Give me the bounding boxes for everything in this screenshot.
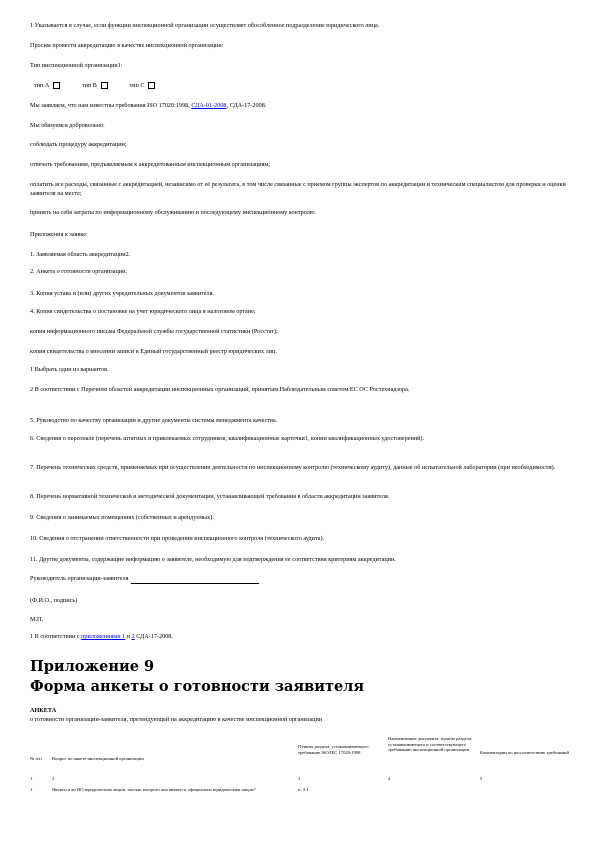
row-1-number: 1	[30, 787, 33, 792]
org-type-options	[34, 82, 175, 89]
attachment-7: 7. Перечень технических средств, применяемых при осуществлении деятельности по инспекционному контролю (техническому аудиту), данные об испытательной лаборатории (при необходимости).	[30, 464, 556, 471]
obligation-1: соблюдать процедуру аккредитации;	[30, 141, 127, 148]
attachment-11: 11. Другие документы, содержащие информацию о заявителе, необходимую для подтверждения ее соответствия критериям аккредитации.	[30, 556, 396, 563]
row-1-question: Является ли ИО юридическим лицом, частью которого она является, официально юридическим лицом?	[52, 787, 256, 792]
type-b-checkbox[interactable]	[101, 82, 108, 89]
type-a-label: тип А	[34, 82, 50, 89]
requirements-text: Мы заявляем, что нам известны требования ISO 17020:1998,	[30, 102, 192, 109]
type-a-checkbox[interactable]	[53, 82, 60, 89]
footnote-appendix	[30, 633, 570, 642]
row-1-clause: п. 3.1	[298, 787, 309, 792]
attachment-10: 10. Сведения о отстранении ответственности при проведении инспекционного контроля (технического аудита).	[30, 535, 325, 542]
appendix-heading: Приложение 9	[30, 658, 155, 675]
appendix-2-link[interactable]: 2	[131, 633, 135, 640]
anketa-subtitle: о готовности организации-заявителя, претендующей на аккредитацию в качестве инспекционной организации	[30, 716, 323, 723]
col-header-comments: Комментарии по несоответствию требований	[480, 750, 569, 755]
type-b-option[interactable]	[82, 82, 110, 89]
attachment-4: 4. Копия свидетельства о постановке на учет юридического лица в налоговом органе;	[30, 308, 256, 315]
form-heading: Форма анкеты о готовности заявителя	[30, 678, 365, 695]
type-a-option[interactable]	[34, 82, 62, 89]
sda-01-2008-link[interactable]: СДА-01-2008	[191, 102, 227, 109]
footnote-1: 1 Указывается в случае, если функции инспекционной организации осуществляет обособленное подразделение юридического лица.	[30, 22, 380, 29]
anketa-title: АНКЕТА	[30, 707, 57, 714]
type-b-label: тип В	[81, 82, 97, 89]
col-number-5: 5	[480, 776, 483, 781]
attachment-6: 6. Сведения о персонале (перечень штатных и привлекаемых сотрудников, квалификационные карточки1, копии квалификационных удостоверений).	[30, 435, 425, 442]
footnote-appendix-and: и	[125, 633, 132, 640]
obligation-intro: Мы обязуемся добровольно:	[30, 122, 105, 129]
col-header-number: № п/п	[30, 756, 42, 761]
footnote-2: 2 В соответствии с Перечнем областей аккредитации инспекционных организаций, принятым Наблюдательным советом ЕС ОС Ростехнадзора.	[30, 386, 410, 393]
attachment-4-egrul: копия свидетельства о внесении записи в Единый государственный реестр юридических лиц.	[30, 348, 277, 355]
stamp-place: М.П.	[30, 616, 44, 623]
footnote-appendix-tail: СДА-17-2008.	[134, 633, 173, 640]
attachment-9: 9. Сведения о занимаемых помещениях (собственных и арендуемых).	[30, 514, 214, 521]
signature-caption: (Ф.И.О., подпись)	[30, 597, 78, 604]
attachment-1: 1. Заявляемая область аккредитации2.	[30, 251, 131, 258]
col-header-document: Наименование документа, пункты раздела, устанавливающего и соответствующего требованию инспекционной организации	[388, 736, 473, 753]
attachments-heading: Приложения к заявке:	[30, 231, 88, 238]
signature-row	[30, 575, 570, 584]
col-number-2: 2	[52, 776, 55, 781]
footnote-appendix-text: 1 В соответствии с	[30, 633, 82, 640]
obligation-2: отвечать требованиям, предъявляемым к аккредитованным инспекционным организациям;	[30, 161, 271, 168]
appendix-1-link[interactable]: приложениями 1	[81, 633, 126, 640]
signature-label: Руководитель организации-заявителя	[30, 575, 129, 582]
type-c-checkbox[interactable]	[148, 82, 155, 89]
signature-line[interactable]	[131, 577, 259, 584]
type-c-label: тип С	[129, 82, 145, 89]
col-number-1: 1	[30, 776, 33, 781]
obligation-3: оплатить все расходы, связанные с аккредитацией, независимо от её результата, в том числе связанные с приемом группы экспертов по аккредитации и техническим специалистом для проверки и оценки заявителя на месте;	[30, 181, 566, 197]
requirements-tail: , СДА-17-2008.	[226, 102, 267, 109]
col-number-4: 4	[388, 776, 391, 781]
type-c-option[interactable]	[129, 82, 155, 89]
attachment-3: 3. Копия устава и (или) других учредительных документов заявителя.	[30, 290, 215, 297]
request-text: Просим провести аккредитацию в качестве инспекционной организации:	[30, 42, 224, 49]
obligation-4: принять на себя затраты по информационному обслуживанию и последующему инспекционному контролю.	[30, 209, 317, 216]
col-header-iso-clause: Пункты раздела, устанавливающего требование ISO/IEC 17020:1998	[298, 744, 369, 755]
attachment-5: 5. Руководство по качеству организации и другие документы системы менеджмента качества.	[30, 417, 278, 424]
col-header-question: Вопрос по анкете инспекционной организации	[52, 756, 144, 761]
col-number-3: 3	[298, 776, 301, 781]
requirements-statement	[30, 102, 570, 111]
attachment-8: 8. Перечень нормативной технической и методической документации, устанавливающей требования в области аккредитации заявителя.	[30, 493, 390, 500]
footnote-choose-one: 1 Выбрать один из вариантов.	[30, 366, 109, 373]
org-type-label: Тип инспекционной организации1:	[30, 62, 123, 69]
attachment-2: 2. Анкета о готовности организации.	[30, 268, 127, 275]
attachment-4-rosstat: копия информационного письма Федеральной службы государственной статистики (Росстат);	[30, 328, 278, 335]
